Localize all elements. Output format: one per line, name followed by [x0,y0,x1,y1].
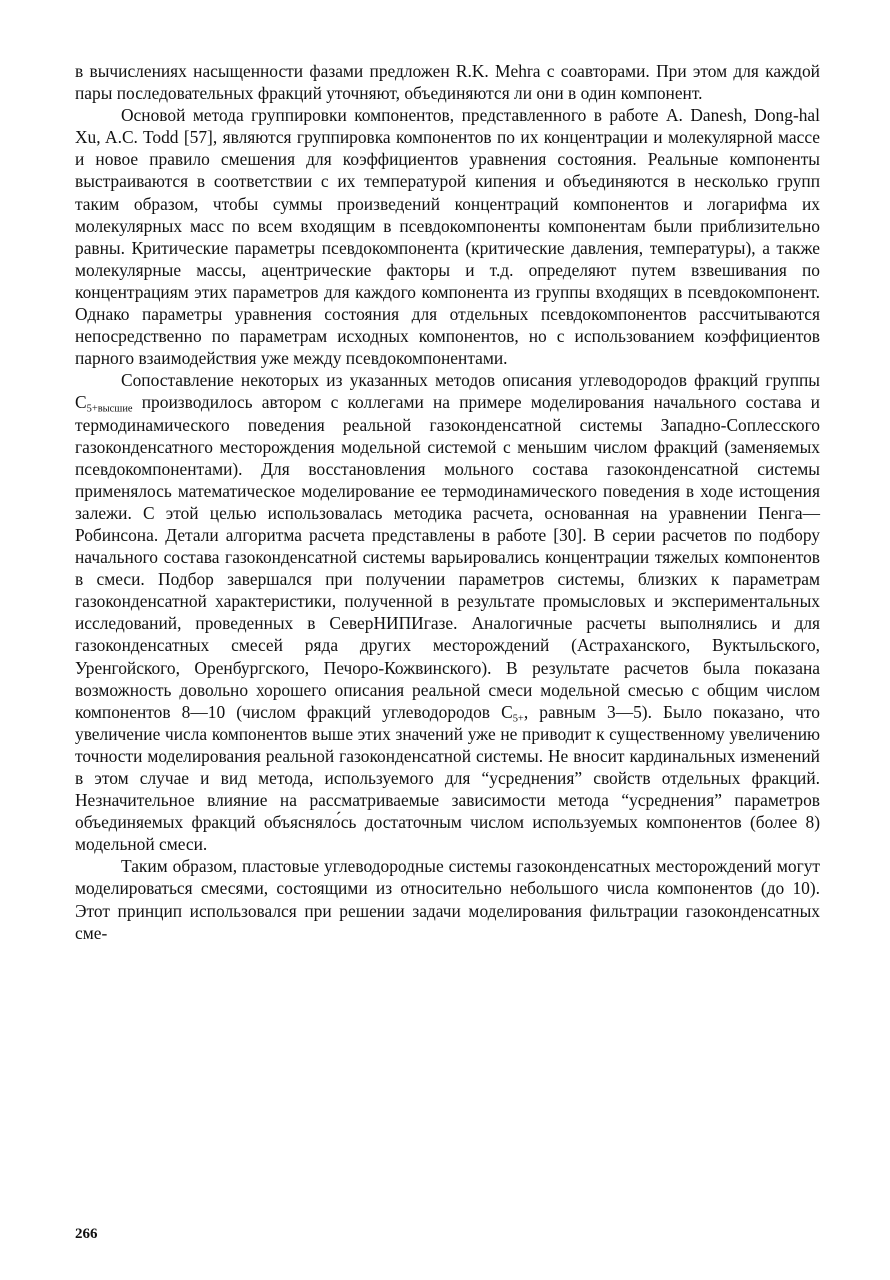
page-number: 266 [75,1226,98,1242]
paragraph-3-part-a: Сопоставление некоторых из указанных методов описания углеводородов фракций группы C [75,370,820,413]
paragraph-3-part-b: производилось автором с коллегами на примере моделирования начального состава и термодинамического поведения реальной газоконденсатной системы Западно-Соплесского газоконденсатного месторождения модельной системой с меньшим числом фракций (заменяемых псевдокомпонентами). Для восстановления мольного состава газоконденсатной системы применялось математическое моделирование ее термодинамического поведения в ходе истощения залежи. С этой целью использовалась методика расчета, основанная на уравнении Пенга—Робинсона. Детали алгоритма расчета представлены в работе [30]. В серии расчетов по подбору начального состава газоконденсатной системы варьировались концентрации тяжелых компонентов в смеси. Подбор завершался при получении параметров системы, близких к параметрам газоконденсатной характеристики, полученной в результате промысловых и экспериментальных исследований, проведенных в СеверНИПИгазе. Аналогичные расчеты выполнялись и для газоконденсатных смесей ряда других месторождений (Астраханского, Вуктыльского, Уренгойского, Оренбургского, Печоро-Кожвинского). В результате расчетов была показана возможность довольно хорошего описания реальной смеси модельной смесью с общим числом компонентов 8—10 (числом фракций углеводородов C [75,392,820,722]
page-body [75,60,820,944]
subscript-c5-plus: 5+ [512,713,524,725]
paragraph-3 [75,369,820,855]
paragraph-1: в вычислениях насыщенности фазами предложен R.K. Mehra с соавторами. При этом для каждой пары последовательных фракций уточняют, объединяются ли они в один компонент. [75,61,820,104]
paragraph-2: Основой метода группировки компонентов, представленного в работе A. Danesh, Dong-hal Xu, A.C. Todd [57], являются группировка компонентов по их концентрации и молекулярной массе и новое правило смешения для коэффициентов уравнения состояния. Реальные компоненты выстраиваются в соответствии с их температурой кипения и объединяются в несколько групп таким образом, чтобы суммы произведений концентраций компонентов и логарифма их молекулярных масс по всем входящим в псевдокомпоненты компонентам были приблизительно равны. Критические параметры псевдокомпонента (критические давления, температуры), а также молекулярные массы, ацентрические факторы и т.д. определяют путем взвешивания по концентрациям этих параметров для каждого компонента из группы входящих в псевдокомпонент. Однако параметры уравнения состояния для отдельных псевдокомпонентов рассчитываются непосредственно по параметрам исходных компонентов, но с использованием коэффициентов парного взаимодействия уже между псевдокомпонентами. [75,105,820,369]
paragraph-4: Таким образом, пластовые углеводородные системы газоконденсатных месторождений могут моделироваться смесями, состоящими из относительно небольшого числа компонентов (до 10). Этот принцип использовался при решении задачи моделирования фильтрации газоконденсатных сме- [75,856,820,943]
paragraph-3-part-c: , равным 3—5). Было показано, что увеличение числа компонентов выше этих значений уже не приводит к существенному увеличению точности моделирования реальной газоконденсатной системы. Не вносит кардинальных изменений в этом случае и вид метода, используемого для “усреднения” свойств отдельных фракций. Незначительное влияние на рассматриваемые зависимости метода “усреднения” параметров объединяемых фракций объясняло́сь достаточным числом используемых компонентов (более 8) модельной смеси. [75,701,820,855]
subscript-c5-higher: 5+высшие [86,404,133,416]
